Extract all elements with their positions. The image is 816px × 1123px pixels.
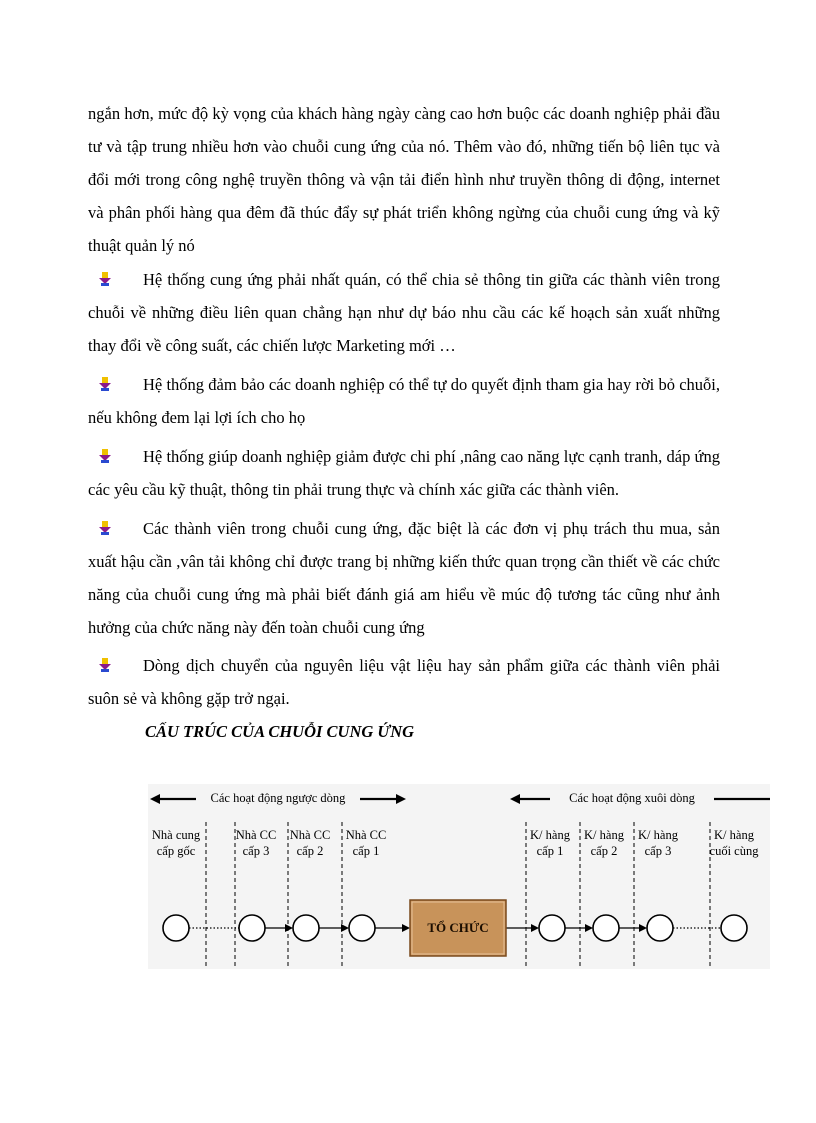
column-label-line1: Nhà CC xyxy=(289,828,331,842)
upstream-label: Các hoạt động ngược dòng xyxy=(210,791,346,805)
column-label-line2: cấp 3 xyxy=(644,844,672,858)
column-label-line1: K/ hàng xyxy=(530,828,570,842)
intro-paragraph: ngắn hơn, mức độ kỳ vọng của khách hàng ngày càng cao hơn buộc các doanh nghiệp phải đầu tư và tập trung nhiều hơn vào chuỗi cung ứng của nó. Thêm vào đó, những tiến bộ liên tục và đổi mới trong công nghệ truyền thông và vận tải điển hình như truyền thông di động, internet và phân phối hàng qua đêm đã thúc đẩy sự phát triển không ngừng của chuỗi cung ứng và kỹ thuật quản lý nó xyxy=(88,104,720,255)
column-label-line1: K/ hàng xyxy=(714,828,754,842)
bullet-item-2 xyxy=(88,368,720,434)
column-label-line1: K/ hàng xyxy=(584,828,624,842)
section-heading: CẤU TRÚC CỦA CHUỖI CUNG ỨNG xyxy=(145,722,415,741)
down-arrow-bullet-icon xyxy=(98,264,112,278)
bullet-item-5 xyxy=(88,649,720,715)
center-organization xyxy=(410,900,506,956)
column-label-line1: K/ hàng xyxy=(638,828,678,842)
column-label-line1: Nhà cung xyxy=(151,828,201,842)
column-label-line2: cấp 1 xyxy=(536,844,564,858)
chain-node xyxy=(293,915,319,941)
bullet-text-4: Các thành viên trong chuỗi cung ứng, đặc biệt là các đơn vị phụ trách thu mua, sản xuất hậu cần ,vân tải không chỉ được trang bị những kiến thức quan trọng cần thiết về các chức năng của chuỗi cung ứng mà phải biết đánh giá am hiểu về múc độ tương tác cũng như ảnh hưởng của chức năng này đến toàn chuỗi cung ứng xyxy=(88,519,720,637)
center-label: TỔ CHỨC xyxy=(427,920,489,935)
column-label-line2: cấp 3 xyxy=(242,844,270,858)
column-label-line1: Nhà CC xyxy=(345,828,387,842)
column-label-line1: Nhà CC xyxy=(235,828,277,842)
chain-node xyxy=(539,915,565,941)
chain-node xyxy=(163,915,189,941)
chain-node xyxy=(721,915,747,941)
chain-node xyxy=(593,915,619,941)
bullet-item-1 xyxy=(88,263,720,362)
downstream-label: Các hoạt động xuôi dòng xyxy=(569,791,695,805)
bullet-text-1: Hệ thống cung ứng phải nhất quán, có thể chia sẻ thông tin giữa các thành viên trong chuỗi về những điều liên quan chẳng hạn như dự báo nhu cầu các kế hoạch sản xuất những thay đổi về công suất, các chiến lược Marketing mới … xyxy=(88,270,720,355)
bullet-item-4 xyxy=(88,512,720,644)
chain-node xyxy=(349,915,375,941)
chain-node xyxy=(647,915,673,941)
bullet-text-3: Hệ thống giúp doanh nghiệp giảm được chi phí ,nâng cao năng lực cạnh tranh, dáp ứng các yêu cầu kỹ thuật, thông tin phải trung thực và chính xác giữa các thành viên. xyxy=(88,447,720,499)
column-label-line2: cấp 2 xyxy=(590,844,618,858)
column-label-line2: cuối cùng xyxy=(709,844,759,858)
down-arrow-bullet-icon xyxy=(98,650,112,664)
down-arrow-bullet-icon xyxy=(98,369,112,383)
supply-chain-diagram xyxy=(148,784,770,969)
chain-node xyxy=(239,915,265,941)
column-label-line2: cấp 2 xyxy=(296,844,324,858)
bullet-item-3 xyxy=(88,440,720,506)
down-arrow-bullet-icon xyxy=(98,441,112,455)
down-arrow-bullet-icon xyxy=(98,513,112,527)
column-label-line2: cấp 1 xyxy=(352,844,380,858)
column-label-line2: cấp gốc xyxy=(156,844,196,858)
bullet-text-5: Dòng dịch chuyển của nguyên liệu vật liệu hay sản phẩm giữa các thành viên phải suôn sẻ và không gặp trở ngại. xyxy=(88,656,720,708)
bullet-text-2: Hệ thống đảm bảo các doanh nghiệp có thể tự do quyết định tham gia hay rời bỏ chuỗi, nếu không đem lại lợi ích cho họ xyxy=(88,375,720,427)
